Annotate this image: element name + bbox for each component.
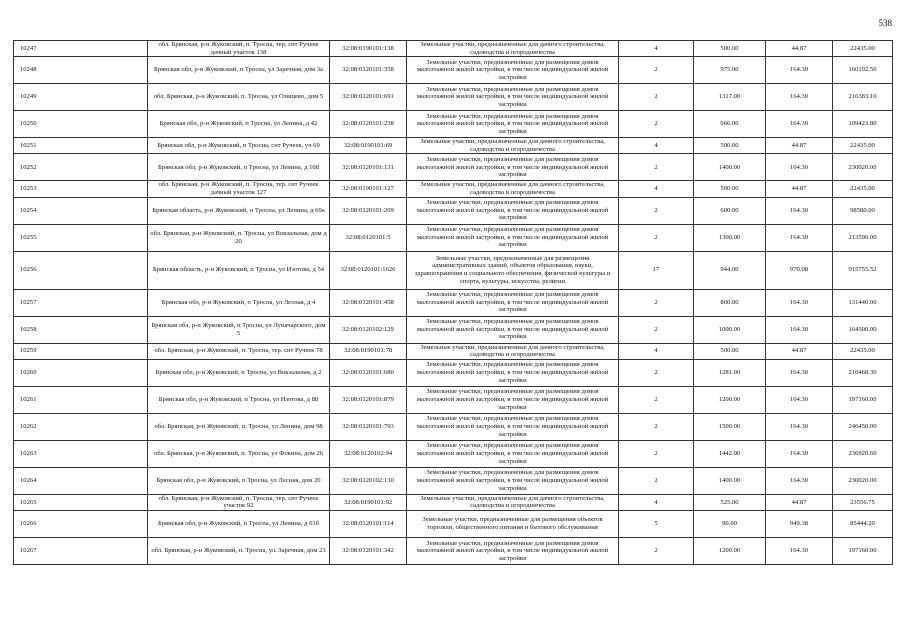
address-cell: обл. Брянская, р-н Жуковский, п. Троснa, ул Вокзальная, дом д 20 xyxy=(148,224,330,251)
table-row xyxy=(14,467,893,494)
area-cell: 800.00 xyxy=(694,289,766,316)
land-use-cell: Земельные участки, предназначенные для размещения административных зданий, объектов образования, науки, здравоохранения и социального обеспечения, физической культуры и спорта, культуры, искусства, религии xyxy=(407,251,619,289)
row-number-cell: 10266 xyxy=(14,510,148,537)
row-number-cell: 10261 xyxy=(14,386,148,413)
category-cell: 2 xyxy=(619,57,694,84)
address-cell: обл. Брянская, р-н Жуковский, п. Троснa, ул Ленина, дом 98 xyxy=(148,413,330,440)
cadastral-value-cell: 98580.00 xyxy=(833,197,893,224)
area-cell: 975.00 xyxy=(694,57,766,84)
rate-cell: 949.38 xyxy=(766,510,833,537)
area-cell: 1317.00 xyxy=(694,84,766,111)
land-use-cell: Земельные участки, предназначенные для размещения домов малоэтажной жилой застройки, в том числе индивидуальной жилой застройки xyxy=(407,467,619,494)
rate-cell: 164.30 xyxy=(766,111,833,138)
land-use-cell: Земельные участки, предназначенные для размещения домов малоэтажной жилой застройки, в том числе индивидуальной жилой застройки xyxy=(407,84,619,111)
cadastral-number-cell: 32:08:0120102:129 xyxy=(330,316,407,343)
table-row xyxy=(14,57,893,84)
row-number-cell: 10254 xyxy=(14,197,148,224)
cadastral-value-cell: 22435.00 xyxy=(833,181,893,197)
land-registry-table xyxy=(13,40,893,565)
land-use-cell: Земельные участки, предназначенные для дачного строительства, садоводства и огородничества xyxy=(407,494,619,510)
table-row xyxy=(14,440,893,467)
table-row xyxy=(14,289,893,316)
area-cell: 90.00 xyxy=(694,510,766,537)
address-cell: Брянская область, р-н Жуковский, п Троснa, ул Изотова, д 54 xyxy=(148,251,330,289)
address-cell: Брянская обл, р-н Жуковский, п Троснa, снт Ручеек, уч 69 xyxy=(148,138,330,154)
area-cell: 1200.00 xyxy=(694,537,766,564)
cadastral-number-cell: 32:08:0190101:138 xyxy=(330,41,407,57)
land-use-cell: Земельные участки, предназначенные для размещения домов малоэтажной жилой застройки, в том числе индивидуальной жилой застройки xyxy=(407,359,619,386)
row-number-cell: 10267 xyxy=(14,537,148,564)
table-row xyxy=(14,343,893,359)
row-number-cell: 10258 xyxy=(14,316,148,343)
cadastral-number-cell: 32:08:0190101:78 xyxy=(330,343,407,359)
area-cell: 1500.00 xyxy=(694,413,766,440)
table-row xyxy=(14,84,893,111)
area-cell: 1442.00 xyxy=(694,440,766,467)
page-number: 538 xyxy=(878,18,892,28)
address-cell: обл. Брянская, р-н Жуковский, п. Троснa, ул Фокина, дом 26 xyxy=(148,440,330,467)
address-cell: обл. Брянская, р-н Жуковский, п. Троснa, тер. снт Ручеек дачный участок 127 xyxy=(148,181,330,197)
cadastral-number-cell: 32:08:0120101:458 xyxy=(330,289,407,316)
address-cell: обл. Брянская, р-н Жуковский, п. Троснa, ул. Заречная, дом 23 xyxy=(148,537,330,564)
rate-cell: 44.87 xyxy=(766,343,833,359)
cadastral-value-cell: 230020.00 xyxy=(833,467,893,494)
land-use-cell: Земельные участки, предназначенные для размещения домов малоэтажной жилой застройки, в том числе индивидуальной жилой застройки xyxy=(407,224,619,251)
table-row xyxy=(14,494,893,510)
cadastral-number-cell: 32:08:0120102:130 xyxy=(330,467,407,494)
cadastral-number-cell: 32:08:0120101:114 xyxy=(330,510,407,537)
category-cell: 2 xyxy=(619,359,694,386)
land-use-cell: Земельные участки, предназначенные для размещения домов малоэтажной жилой застройки, в том числе индивидуальной жилой застройки xyxy=(407,111,619,138)
cadastral-value-cell: 213590.00 xyxy=(833,224,893,251)
land-use-cell: Земельные участки, предназначенные для размещения домов малоэтажной жилой застройки, в том числе индивидуальной жилой застройки xyxy=(407,537,619,564)
address-cell: обл. Брянская, р-н Жуковский, п. Троснa, тер. снт Ручеек дачный участок 138 xyxy=(148,41,330,57)
table-row xyxy=(14,316,893,343)
category-cell: 17 xyxy=(619,251,694,289)
row-number-cell: 10249 xyxy=(14,84,148,111)
land-use-cell: Земельные участки, предназначенные для размещения домов малоэтажной жилой застройки, в том числе индивидуальной жилой застройки xyxy=(407,197,619,224)
rate-cell: 164.30 xyxy=(766,413,833,440)
rate-cell: 164.30 xyxy=(766,154,833,181)
area-cell: 1300.00 xyxy=(694,224,766,251)
row-number-cell: 10252 xyxy=(14,154,148,181)
cadastral-value-cell: 160192.50 xyxy=(833,57,893,84)
cadastral-number-cell: 32:08:0190101:127 xyxy=(330,181,407,197)
cadastral-number-cell: 32:08:0190101:69 xyxy=(330,138,407,154)
rate-cell: 44.87 xyxy=(766,41,833,57)
address-cell: Брянская обл, р-н Жуковский, п Троснa, ул Ленина, д 42 xyxy=(148,111,330,138)
area-cell: 500.00 xyxy=(694,41,766,57)
table-row xyxy=(14,413,893,440)
rate-cell: 164.30 xyxy=(766,537,833,564)
address-cell: Брянская обл, р-н Жуковский, п Троснa, ул Лесная, дом 20 xyxy=(148,467,330,494)
row-number-cell: 10247 xyxy=(14,41,148,57)
cadastral-number-cell: 32:08:0120101:342 xyxy=(330,537,407,564)
area-cell: 666.00 xyxy=(694,111,766,138)
rate-cell: 164.30 xyxy=(766,197,833,224)
category-cell: 2 xyxy=(619,224,694,251)
rate-cell: 164.30 xyxy=(766,467,833,494)
area-cell: 525.00 xyxy=(694,494,766,510)
cadastral-value-cell: 915755.52 xyxy=(833,251,893,289)
category-cell: 4 xyxy=(619,138,694,154)
rate-cell: 44.87 xyxy=(766,138,833,154)
address-cell: Брянская обл, р-н Жуковский, п Троснa, ул Вокзальная, д 2 xyxy=(148,359,330,386)
address-cell: обл. Брянская, р-н Жуковский, п. Троснa, тер. снт Ручеек участок 92 xyxy=(148,494,330,510)
category-cell: 2 xyxy=(619,289,694,316)
cadastral-number-cell: 32:08:0120101:879 xyxy=(330,386,407,413)
land-use-cell: Земельные участки, предназначенные для размещения домов малоэтажной жилой застройки, в том числе индивидуальной жилой застройки xyxy=(407,386,619,413)
land-use-cell: Земельные участки, предназначенные для размещения домов малоэтажной жилой застройки, в том числе индивидуальной жилой застройки xyxy=(407,154,619,181)
cadastral-value-cell: 236920.60 xyxy=(833,440,893,467)
category-cell: 4 xyxy=(619,41,694,57)
cadastral-number-cell: 32:08:0120101:209 xyxy=(330,197,407,224)
table-row xyxy=(14,197,893,224)
table-row xyxy=(14,111,893,138)
table-row xyxy=(14,537,893,564)
area-cell: 500.00 xyxy=(694,181,766,197)
area-cell: 1400.00 xyxy=(694,467,766,494)
category-cell: 2 xyxy=(619,84,694,111)
cadastral-value-cell: 22435.00 xyxy=(833,41,893,57)
row-number-cell: 10262 xyxy=(14,413,148,440)
row-number-cell: 10259 xyxy=(14,343,148,359)
cadastral-number-cell: 32:08:0120101:680 xyxy=(330,359,407,386)
cadastral-value-cell: 216383.10 xyxy=(833,84,893,111)
address-cell: Брянская обл, р-н Жуковский, п Троснa, ул Изотова, д 88 xyxy=(148,386,330,413)
cadastral-number-cell: 32:08:0120101:1626 xyxy=(330,251,407,289)
category-cell: 2 xyxy=(619,413,694,440)
row-number-cell: 10256 xyxy=(14,251,148,289)
table-row xyxy=(14,154,893,181)
cadastral-value-cell: 23556.75 xyxy=(833,494,893,510)
table-row xyxy=(14,359,893,386)
cadastral-value-cell: 131440.00 xyxy=(833,289,893,316)
cadastral-number-cell: 32:08:0190101:92 xyxy=(330,494,407,510)
category-cell: 5 xyxy=(619,510,694,537)
rate-cell: 44.87 xyxy=(766,494,833,510)
area-cell: 500.00 xyxy=(694,138,766,154)
cadastral-number-cell: 32:08:0120101:238 xyxy=(330,111,407,138)
table-row xyxy=(14,510,893,537)
land-use-cell: Земельные участки, предназначенные для размещения домов малоэтажной жилой застройки, в том числе индивидуальной жилой застройки xyxy=(407,57,619,84)
land-use-cell: Земельные участки, предназначенные для дачного строительства, садоводства и огородничества xyxy=(407,181,619,197)
cadastral-value-cell: 22435.00 xyxy=(833,343,893,359)
area-cell: 1200.00 xyxy=(694,386,766,413)
row-number-cell: 10253 xyxy=(14,181,148,197)
cadastral-number-cell: 32:08:0120102:94 xyxy=(330,440,407,467)
land-use-cell: Земельные участки, предназначенные для дачного строительства, садоводства и огородничества xyxy=(407,138,619,154)
rate-cell: 44.87 xyxy=(766,181,833,197)
area-cell: 1400.00 xyxy=(694,154,766,181)
table-row xyxy=(14,41,893,57)
category-cell: 2 xyxy=(619,467,694,494)
area-cell: 944.00 xyxy=(694,251,766,289)
area-cell: 1281.00 xyxy=(694,359,766,386)
category-cell: 2 xyxy=(619,197,694,224)
land-use-cell: Земельные участки, предназначенные для размещения домов малоэтажной жилой застройки, в том числе индивидуальной жилой застройки xyxy=(407,316,619,343)
land-use-cell: Земельные участки, предназначенные для размещения домов малоэтажной жилой застройки, в том числе индивидуальной жилой застройки xyxy=(407,289,619,316)
cadastral-value-cell: 197160.00 xyxy=(833,386,893,413)
land-use-cell: Земельные участки, предназначенные для размещения домов малоэтажной жилой застройки, в том числе индивидуальной жилой застройки xyxy=(407,440,619,467)
row-number-cell: 10250 xyxy=(14,111,148,138)
land-use-cell: Земельные участки, предназначенные для размещения объектов торговли, общественного питания и бытового обслуживания xyxy=(407,510,619,537)
area-cell: 500.00 xyxy=(694,343,766,359)
row-number-cell: 10265 xyxy=(14,494,148,510)
cadastral-number-cell: 32:08:0120101:691 xyxy=(330,84,407,111)
row-number-cell: 10255 xyxy=(14,224,148,251)
cadastral-value-cell: 197160.00 xyxy=(833,537,893,564)
category-cell: 2 xyxy=(619,440,694,467)
rate-cell: 970.08 xyxy=(766,251,833,289)
address-cell: Брянская обл, р-н Жуковский, п Троснa, ул Ленина, д 61б xyxy=(148,510,330,537)
category-cell: 2 xyxy=(619,154,694,181)
table-row xyxy=(14,251,893,289)
cadastral-value-cell: 230020.00 xyxy=(833,154,893,181)
category-cell: 2 xyxy=(619,111,694,138)
category-cell: 4 xyxy=(619,181,694,197)
rate-cell: 164.30 xyxy=(766,440,833,467)
cadastral-number-cell: 32:08:0120101:131 xyxy=(330,154,407,181)
address-cell: Брянская обл, р-н Жуковский, п Троснa, ул Заречная, дом 3а xyxy=(148,57,330,84)
land-use-cell: Земельные участки, предназначенные для дачного строительства, садоводства и огородничества xyxy=(407,343,619,359)
address-cell: обл. Брянская, р-н Жуковский, п. Троснa, ул Озищево, дом 5 xyxy=(148,84,330,111)
cadastral-value-cell: 164300.00 xyxy=(833,316,893,343)
area-cell: 600.00 xyxy=(694,197,766,224)
address-cell: Брянская обл, р-н Жуковский, п Троснa, ул Ленина, д 108 xyxy=(148,154,330,181)
area-cell: 1000.00 xyxy=(694,316,766,343)
cadastral-number-cell: 32:08:0120101:793 xyxy=(330,413,407,440)
cadastral-value-cell: 210468.30 xyxy=(833,359,893,386)
address-cell: Брянская обл, р-н Жуковский, п Троснa, ул Луначарского, дом 5 xyxy=(148,316,330,343)
cadastral-value-cell: 22435.00 xyxy=(833,138,893,154)
category-cell: 4 xyxy=(619,494,694,510)
row-number-cell: 10248 xyxy=(14,57,148,84)
table-row xyxy=(14,138,893,154)
row-number-cell: 10260 xyxy=(14,359,148,386)
row-number-cell: 10257 xyxy=(14,289,148,316)
rate-cell: 164.30 xyxy=(766,57,833,84)
rate-cell: 164.30 xyxy=(766,359,833,386)
category-cell: 2 xyxy=(619,537,694,564)
rate-cell: 164.30 xyxy=(766,84,833,111)
category-cell: 2 xyxy=(619,316,694,343)
address-cell: Брянская область, р-н Жуковский, п Троснa, ул Ленина, д 69а xyxy=(148,197,330,224)
cadastral-value-cell: 246450.00 xyxy=(833,413,893,440)
address-cell: Брянская обл, р-н Жуковский, п Троснa, ул Лесная, д 4 xyxy=(148,289,330,316)
cadastral-number-cell: 32:08:0120101:358 xyxy=(330,57,407,84)
rate-cell: 164.30 xyxy=(766,316,833,343)
rate-cell: 164.30 xyxy=(766,289,833,316)
table-row xyxy=(14,181,893,197)
table-row xyxy=(14,386,893,413)
row-number-cell: 10263 xyxy=(14,440,148,467)
cadastral-value-cell: 85444.20 xyxy=(833,510,893,537)
cadastral-number-cell: 32:08:0120101:5 xyxy=(330,224,407,251)
row-number-cell: 10264 xyxy=(14,467,148,494)
land-use-cell: Земельные участки, предназначенные для размещения домов малоэтажной жилой застройки, в том числе индивидуальной жилой застройки xyxy=(407,413,619,440)
rate-cell: 164.30 xyxy=(766,224,833,251)
rate-cell: 164.30 xyxy=(766,386,833,413)
row-number-cell: 10251 xyxy=(14,138,148,154)
land-use-cell: Земельные участки, предназначенные для дачного строительства, садоводства и огородничества xyxy=(407,41,619,57)
table-row xyxy=(14,224,893,251)
category-cell: 4 xyxy=(619,343,694,359)
category-cell: 2 xyxy=(619,386,694,413)
table-body xyxy=(14,41,893,565)
address-cell: обл. Брянская, р-н Жуковский, п. Троснa, тер. снт Ручеек 78 xyxy=(148,343,330,359)
cadastral-value-cell: 109423.80 xyxy=(833,111,893,138)
